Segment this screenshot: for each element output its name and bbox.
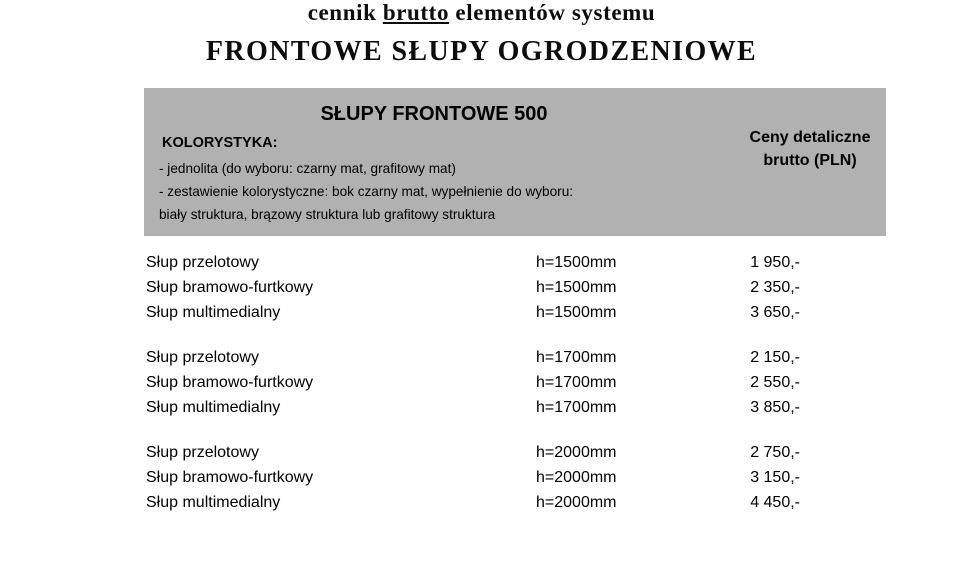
document-subtitle-emphasis: brutto [382,0,450,25]
row-price: 3 650,- [750,304,800,321]
table-row [0,275,963,300]
row-product-name: Słup multimedialny [146,399,281,416]
table-row [0,345,963,370]
row-height: h=1500mm [536,279,617,296]
colors-label: KOLORYSTYKA: [162,135,278,151]
price-column-header: Ceny detaliczne brutto (PLN) [749,129,871,170]
row-height: h=1500mm [536,254,617,271]
colors-option-1: - jednolita (do wyboru: czarny mat, grafitowy mat) [159,161,456,176]
row-price: 2 750,- [750,444,800,461]
colors-option-3: biały struktura, brązowy struktura lub grafitowy struktura [159,207,496,222]
row-height: h=1700mm [536,374,617,391]
row-product-name: Słup bramowo-furtkowy [146,374,314,391]
colors-option-2: - zestawienie kolorystyczne: bok czarny mat, wypełnienie do wyboru: [159,184,574,199]
band-title: SŁUPY FRONTOWE 500 [320,103,548,125]
row-product-name: Słup przelotowy [146,254,259,271]
row-price: 2 350,- [750,279,800,296]
document-subtitle-pre: cennik [307,0,383,25]
row-price: 3 150,- [750,469,800,486]
row-price: 3 850,- [750,399,800,416]
table-row [0,490,963,515]
document-subtitle-post: elementów systemu [449,0,656,25]
row-product-name: Słup przelotowy [146,349,259,366]
row-height: h=1700mm [536,399,617,416]
table-row [0,370,963,395]
row-price: 2 550,- [750,374,800,391]
row-product-name: Słup multimedialny [146,304,281,321]
price-group [0,440,963,515]
row-height: h=2000mm [536,444,617,461]
row-product-name: Słup bramowo-furtkowy [146,469,314,486]
table-header-band [144,88,886,236]
row-product-name: Słup bramowo-furtkowy [146,279,314,296]
row-price: 4 450,- [750,494,800,511]
price-group [0,250,963,325]
table-row [0,395,963,420]
page-title: FRONTOWE SŁUPY OGRODZENIOWE [205,36,758,67]
price-rows [0,250,963,535]
table-row [0,300,963,325]
row-height: h=1500mm [536,304,617,321]
document-subtitle [0,0,963,26]
table-row [0,250,963,275]
row-height: h=2000mm [536,494,617,511]
row-price: 2 150,- [750,349,800,366]
row-product-name: Słup przelotowy [146,444,259,461]
table-row [0,440,963,465]
row-product-name: Słup multimedialny [146,494,281,511]
price-group [0,345,963,420]
row-height: h=2000mm [536,469,617,486]
row-price: 1 950,- [750,254,800,271]
table-row [0,465,963,490]
row-height: h=1700mm [536,349,617,366]
